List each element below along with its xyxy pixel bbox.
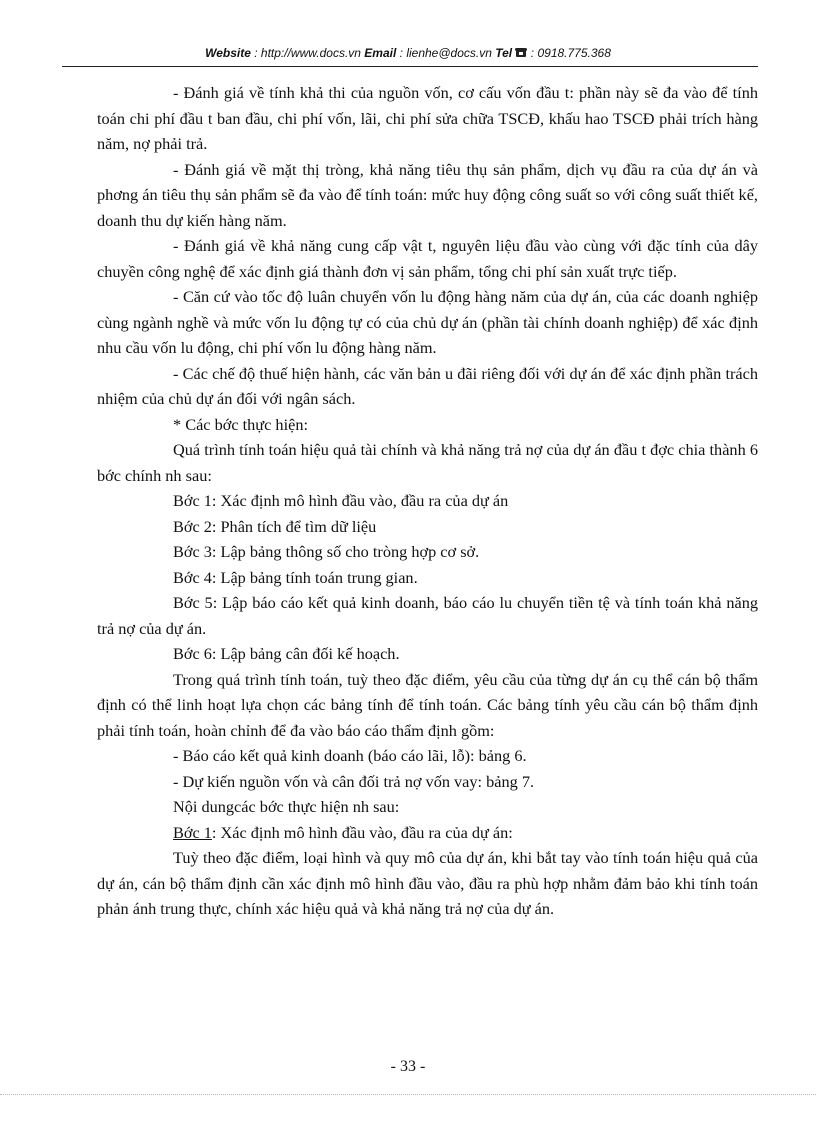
step-item-4: Bớc 4: Lập bảng tính toán trung gian. (173, 567, 418, 587)
paragraph-tax: - Các chế độ thuế hiện hành, các văn bản u đãi riêng đối với dự án để xác định phần trách nhiệm của chủ dự án đối với ngân sách. (97, 363, 758, 408)
step-item-5: Bớc 5: Lập báo cáo kết quả kinh doanh, báo cáo lu chuyển tiền tệ và tính toán khả năng trả nợ của dự án. (97, 593, 758, 638)
document-body (97, 80, 758, 922)
tel-value: : 0918.775.368 (527, 46, 611, 60)
paragraph-working-capital: - Căn cứ vào tốc độ luân chuyển vốn lu động hàng năm của dự án, của các doanh nghiệp cùng ngành nghề và mức vốn lu động tự có của chủ dự án (phần tài chính doanh nghiệp) để xác định nhu cầu vốn lu động, chi phí vốn lu động hàng năm. (97, 287, 758, 357)
step1-text: : Xác định mô hình đầu vào, đầu ra của dự án: (211, 822, 513, 842)
paragraph-market: - Đánh giá về mặt thị tròng, khả năng tiêu thụ sản phẩm, dịch vụ đầu ra của dự án và phơng án tiêu thụ sản phẩm sẽ đa vào để tính toán: mức huy động công suất so với công suất thiết kế, doanh thu dự kiến hàng năm. (97, 159, 758, 230)
step-item-1: Bớc 1: Xác định mô hình đầu vào, đầu ra của dự án (173, 491, 509, 510)
page-header (0, 46, 816, 61)
paragraph-content-heading: Nội dungcác bớc thực hiện nh sau: (173, 797, 400, 816)
paragraph-supply: - Đánh giá về khả năng cung cấp vật t, nguyên liệu đầu vào cùng với đặc tính của dây chuyền công nghệ để xác định giá thành đơn vị sản phẩm, tổng chi phí sản xuất trực tiếp. (97, 236, 758, 281)
email-label: Email (364, 46, 397, 60)
tel-label: Tel (495, 46, 513, 60)
website-label: Website (205, 46, 251, 60)
paragraph-steps-intro: Quá trình tính toán hiệu quả tài chính và khả năng trả nợ của dự án đầu t đợc chia thành 6 bớc chính nh sau: (97, 440, 758, 485)
paragraph-table-6: - Báo cáo kết quả kinh doanh (báo cáo lãi, lỗ): bảng 6. (173, 746, 527, 765)
paragraph-final: Tuỳ theo đặc điểm, loại hình và quy mô của dự án, khi bắt tay vào tính toán hiệu quả của dự án, cán bộ thẩm định cần xác định mô hình đầu vào, đầu ra phù hợp nhằm đảm bảo khi tính toán phản ánh trung thực, chính xác hiệu quả và khả năng trả nợ của dự án. (97, 848, 758, 918)
page-number: - 33 - (390, 1058, 426, 1075)
paragraph-table-7: - Dự kiến nguồn vốn và cân đối trả nợ vốn vay: bảng 7. (173, 771, 535, 791)
paragraph-tables: Trong quá trình tính toán, tuỳ theo đặc điểm, yêu cầu của từng dự án cụ thể cán bộ thẩm định có thể linh hoạt lựa chọn các bảng tính để tính toán. Các bảng tính yêu cầu cán bộ thẩm định phải tính toán, hoàn chỉnh để đa vào báo cáo thẩm định gồm: (97, 669, 758, 740)
phone-icon (515, 47, 527, 61)
website-value: : http://www.docs.vn (250, 46, 365, 60)
step1-heading (97, 820, 758, 846)
header-divider (62, 66, 758, 67)
step1-label: Bớc 1 (173, 822, 212, 842)
page-bottom-edge (0, 1094, 816, 1095)
paragraph-capital-source: - Đánh giá về tính khả thi của nguồn vốn, cơ cấu vốn đầu t: phần này sẽ đa vào để tính toán chi phí đầu t ban đầu, chi phí vốn, lãi, chi phí sửa chữa TSCĐ, khấu hao TSCĐ phải trích hàng năm, nợ phải trả. (97, 83, 758, 153)
paragraph-steps-heading: * Các bớc thực hiện: (173, 414, 308, 434)
step-item-6: Bớc 6: Lập bảng cân đối kế hoạch. (173, 644, 400, 663)
email-value: : lienhe@docs.vn (396, 46, 496, 60)
step-item-2: Bớc 2: Phân tích để tìm dữ liệu (173, 516, 377, 536)
step-item-3: Bớc 3: Lập bảng thông số cho tròng hợp cơ sở. (173, 542, 480, 561)
